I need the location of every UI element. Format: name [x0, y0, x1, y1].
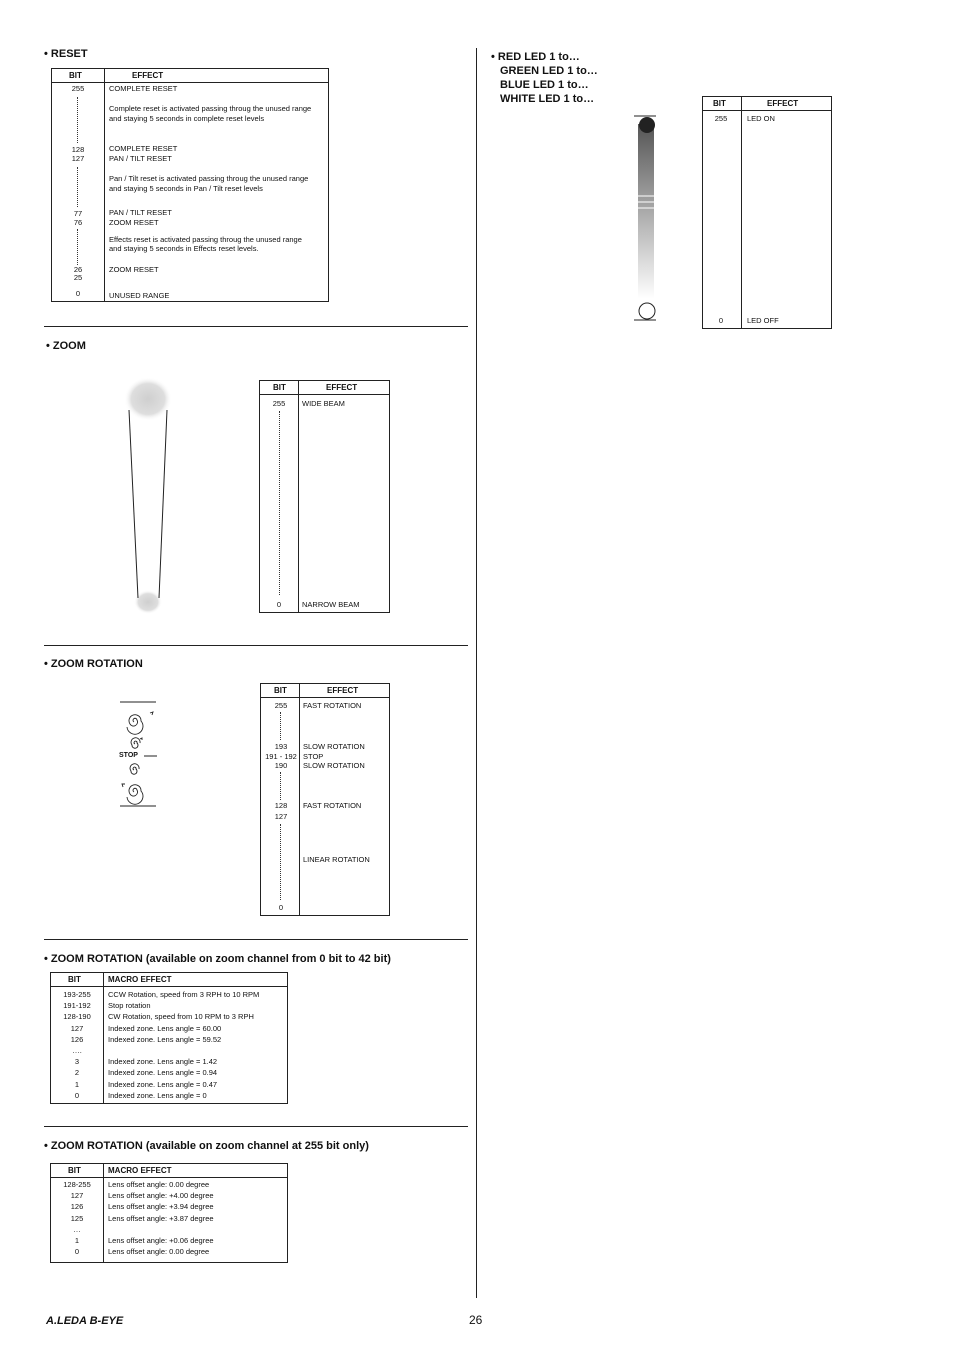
led-heading-line: • RED LED 1 to…	[491, 51, 580, 63]
col-bit: BIT	[713, 99, 726, 108]
bit-value: 127	[70, 1191, 84, 1201]
effect-text: SLOW ROTATION	[303, 761, 365, 770]
led-heading-line: WHITE LED 1 to…	[500, 93, 595, 105]
bit-value: 0	[718, 316, 724, 325]
bit-value: 255	[274, 701, 288, 710]
effect-text: Indexed zone. Lens angle = 0.94	[108, 1068, 218, 1078]
bit-value: 255	[714, 114, 728, 123]
col-effect: MACRO EFFECT	[108, 975, 172, 984]
bit-value: 0	[276, 600, 282, 609]
col-bit: BIT	[68, 975, 81, 984]
macro1-table	[50, 972, 288, 1104]
bit-value: 190	[274, 761, 288, 770]
led-heading-line: BLUE LED 1 to…	[500, 79, 589, 91]
bit-value: 128-190	[63, 1012, 91, 1022]
bit-value: 0	[75, 289, 81, 298]
effect-text: SLOW ROTATION	[303, 742, 365, 751]
section-divider	[44, 1126, 468, 1127]
bit-value: 126	[70, 1034, 84, 1044]
macro2-heading: • ZOOM ROTATION (available on zoom channel at 255 bit only)	[44, 1140, 369, 1152]
effect-text: Effects reset is activated passing throug the unused range	[109, 235, 302, 244]
effect-text: UNUSED RANGE	[109, 291, 170, 300]
effect-text: LED ON	[747, 114, 775, 123]
zoom-rotation-heading: • ZOOM ROTATION	[44, 658, 143, 670]
section-divider	[44, 939, 468, 940]
col-bit: BIT	[68, 1166, 81, 1175]
effect-text: CCW Rotation, speed from 3 RPH to 10 RPM	[108, 990, 260, 999]
table-header	[52, 69, 328, 83]
bit-value: 0	[74, 1247, 80, 1257]
bit-value: 191-192	[63, 1001, 91, 1011]
effect-text: Indexed zone. Lens angle = 60.00	[108, 1023, 222, 1033]
led-off-circle	[639, 303, 655, 319]
page-number: 26	[469, 1313, 483, 1327]
effect-text: LINEAR ROTATION	[303, 855, 370, 864]
effect-text: Lens offset angle: +4.00 degree	[108, 1191, 214, 1201]
spiral-ccw-fast-icon	[127, 715, 143, 735]
bit-value: 2	[74, 1068, 80, 1078]
effect-text: FAST ROTATION	[303, 801, 362, 810]
effect-text: Lens offset angle: +3.94 degree	[108, 1202, 214, 1212]
bit-value: 26	[73, 265, 83, 274]
effect-text: Pan / Tilt reset is activated passing throug the unused range	[109, 174, 309, 183]
spiral-cw-slow-icon	[130, 764, 139, 774]
bit-value: 127	[71, 154, 85, 163]
bit-value: 125	[70, 1213, 84, 1223]
effect-text: Lens offset angle: 0.00 degree	[108, 1180, 210, 1189]
effect-text: Lens offset angle: +3.87 degree	[108, 1213, 214, 1223]
effect-text: STOP	[303, 752, 324, 761]
spiral-cw-fast-icon	[127, 785, 143, 805]
table-header	[260, 381, 389, 395]
bit-value: 1	[74, 1236, 80, 1245]
effect-text: PAN / TILT RESET	[109, 208, 172, 217]
col-effect: EFFECT	[326, 383, 358, 392]
zoom-rotation-table	[260, 683, 390, 916]
zoom-heading: • ZOOM	[46, 340, 86, 352]
col-bit: BIT	[273, 383, 286, 392]
table-header	[51, 973, 287, 987]
reset-table	[51, 68, 329, 302]
bit-value: 128	[71, 145, 85, 154]
led-heading	[491, 50, 598, 106]
led-on-circle	[639, 117, 655, 133]
effect-text: Lens offset angle: +0.06 degree	[108, 1236, 214, 1245]
led-heading-line: GREEN LED 1 to…	[500, 65, 598, 77]
bit-value: 126	[70, 1202, 84, 1212]
led-table	[702, 96, 832, 329]
table-header	[703, 97, 831, 111]
effect-text: Indexed zone. Lens angle = 0.47	[108, 1079, 218, 1089]
bit-value: 255	[71, 84, 85, 93]
brand-footer: A.LEDA B-EYE	[46, 1315, 124, 1327]
col-bit: BIT	[69, 71, 82, 80]
col-effect: EFFECT	[327, 686, 359, 695]
bit-value: 127	[70, 1023, 84, 1033]
effect-text: and staying 5 seconds in Effects reset levels.	[109, 244, 259, 253]
section-divider	[44, 645, 468, 646]
table-header	[261, 684, 389, 698]
col-effect: EFFECT	[767, 99, 799, 108]
table-header	[51, 1164, 287, 1178]
effect-text: COMPLETE RESET	[109, 144, 178, 153]
effect-text: COMPLETE RESET	[109, 84, 178, 93]
effect-text: Stop rotation	[108, 1001, 151, 1011]
zoom-table	[259, 380, 390, 613]
stop-label: STOP	[119, 752, 138, 759]
effect-text: and staying 5 seconds in Pan / Tilt reset levels	[109, 184, 263, 193]
bit-value: 193	[274, 742, 288, 751]
effect-text: Indexed zone. Lens angle = 1.42	[108, 1057, 218, 1067]
col-effect: EFFECT	[132, 71, 164, 80]
effect-text: PAN / TILT RESET	[109, 154, 172, 163]
effect-text: CW Rotation, speed from 10 RPM to 3 RPH	[108, 1012, 254, 1022]
bit-value: 127	[274, 812, 288, 821]
macro2-table	[50, 1163, 288, 1263]
spiral-ccw-slow-icon	[131, 738, 140, 748]
effect-text: LED OFF	[747, 316, 779, 325]
bit-value: 255	[272, 399, 286, 408]
zoom-beam-illustration	[110, 372, 190, 622]
bit-value: 0	[74, 1090, 80, 1100]
bit-value: 191 - 192	[265, 752, 297, 761]
bit-value: 1	[74, 1079, 80, 1089]
effect-text: Indexed zone. Lens angle = 59.52	[108, 1034, 222, 1044]
effect-text: and staying 5 seconds in complete reset levels	[109, 114, 265, 123]
bit-value: 77	[73, 209, 83, 218]
led-intensity-bar	[632, 112, 662, 324]
effect-text: WIDE BEAM	[302, 399, 345, 408]
col-effect: MACRO EFFECT	[108, 1166, 172, 1175]
section-divider	[44, 326, 468, 327]
bit-value: 128-255	[63, 1180, 91, 1189]
effect-text: Indexed zone. Lens angle = 0	[108, 1090, 207, 1100]
effect-text: NARROW BEAM	[302, 600, 360, 609]
wide-beam-spot	[124, 377, 172, 421]
bit-value: ….	[72, 1046, 82, 1055]
bit-value: 0	[278, 903, 284, 912]
macro1-heading: • ZOOM ROTATION (available on zoom channel from 0 bit to 42 bit)	[44, 953, 391, 965]
bit-value: 193-255	[63, 990, 91, 999]
effect-text: Complete reset is activated passing throug the unused range	[109, 104, 312, 113]
col-bit: BIT	[274, 686, 287, 695]
reset-heading: • RESET	[44, 48, 88, 60]
effect-text: Lens offset angle: 0.00 degree	[108, 1247, 210, 1257]
bit-value: 25	[73, 273, 83, 282]
bit-value: …	[73, 1224, 81, 1234]
effect-text: ZOOM RESET	[109, 218, 159, 227]
bit-value: 128	[274, 801, 288, 810]
bit-value: 3	[74, 1057, 80, 1067]
effect-text: FAST ROTATION	[303, 701, 362, 710]
column-divider	[476, 48, 477, 1298]
bit-value: 76	[73, 218, 83, 227]
effect-text: ZOOM RESET	[109, 265, 159, 274]
